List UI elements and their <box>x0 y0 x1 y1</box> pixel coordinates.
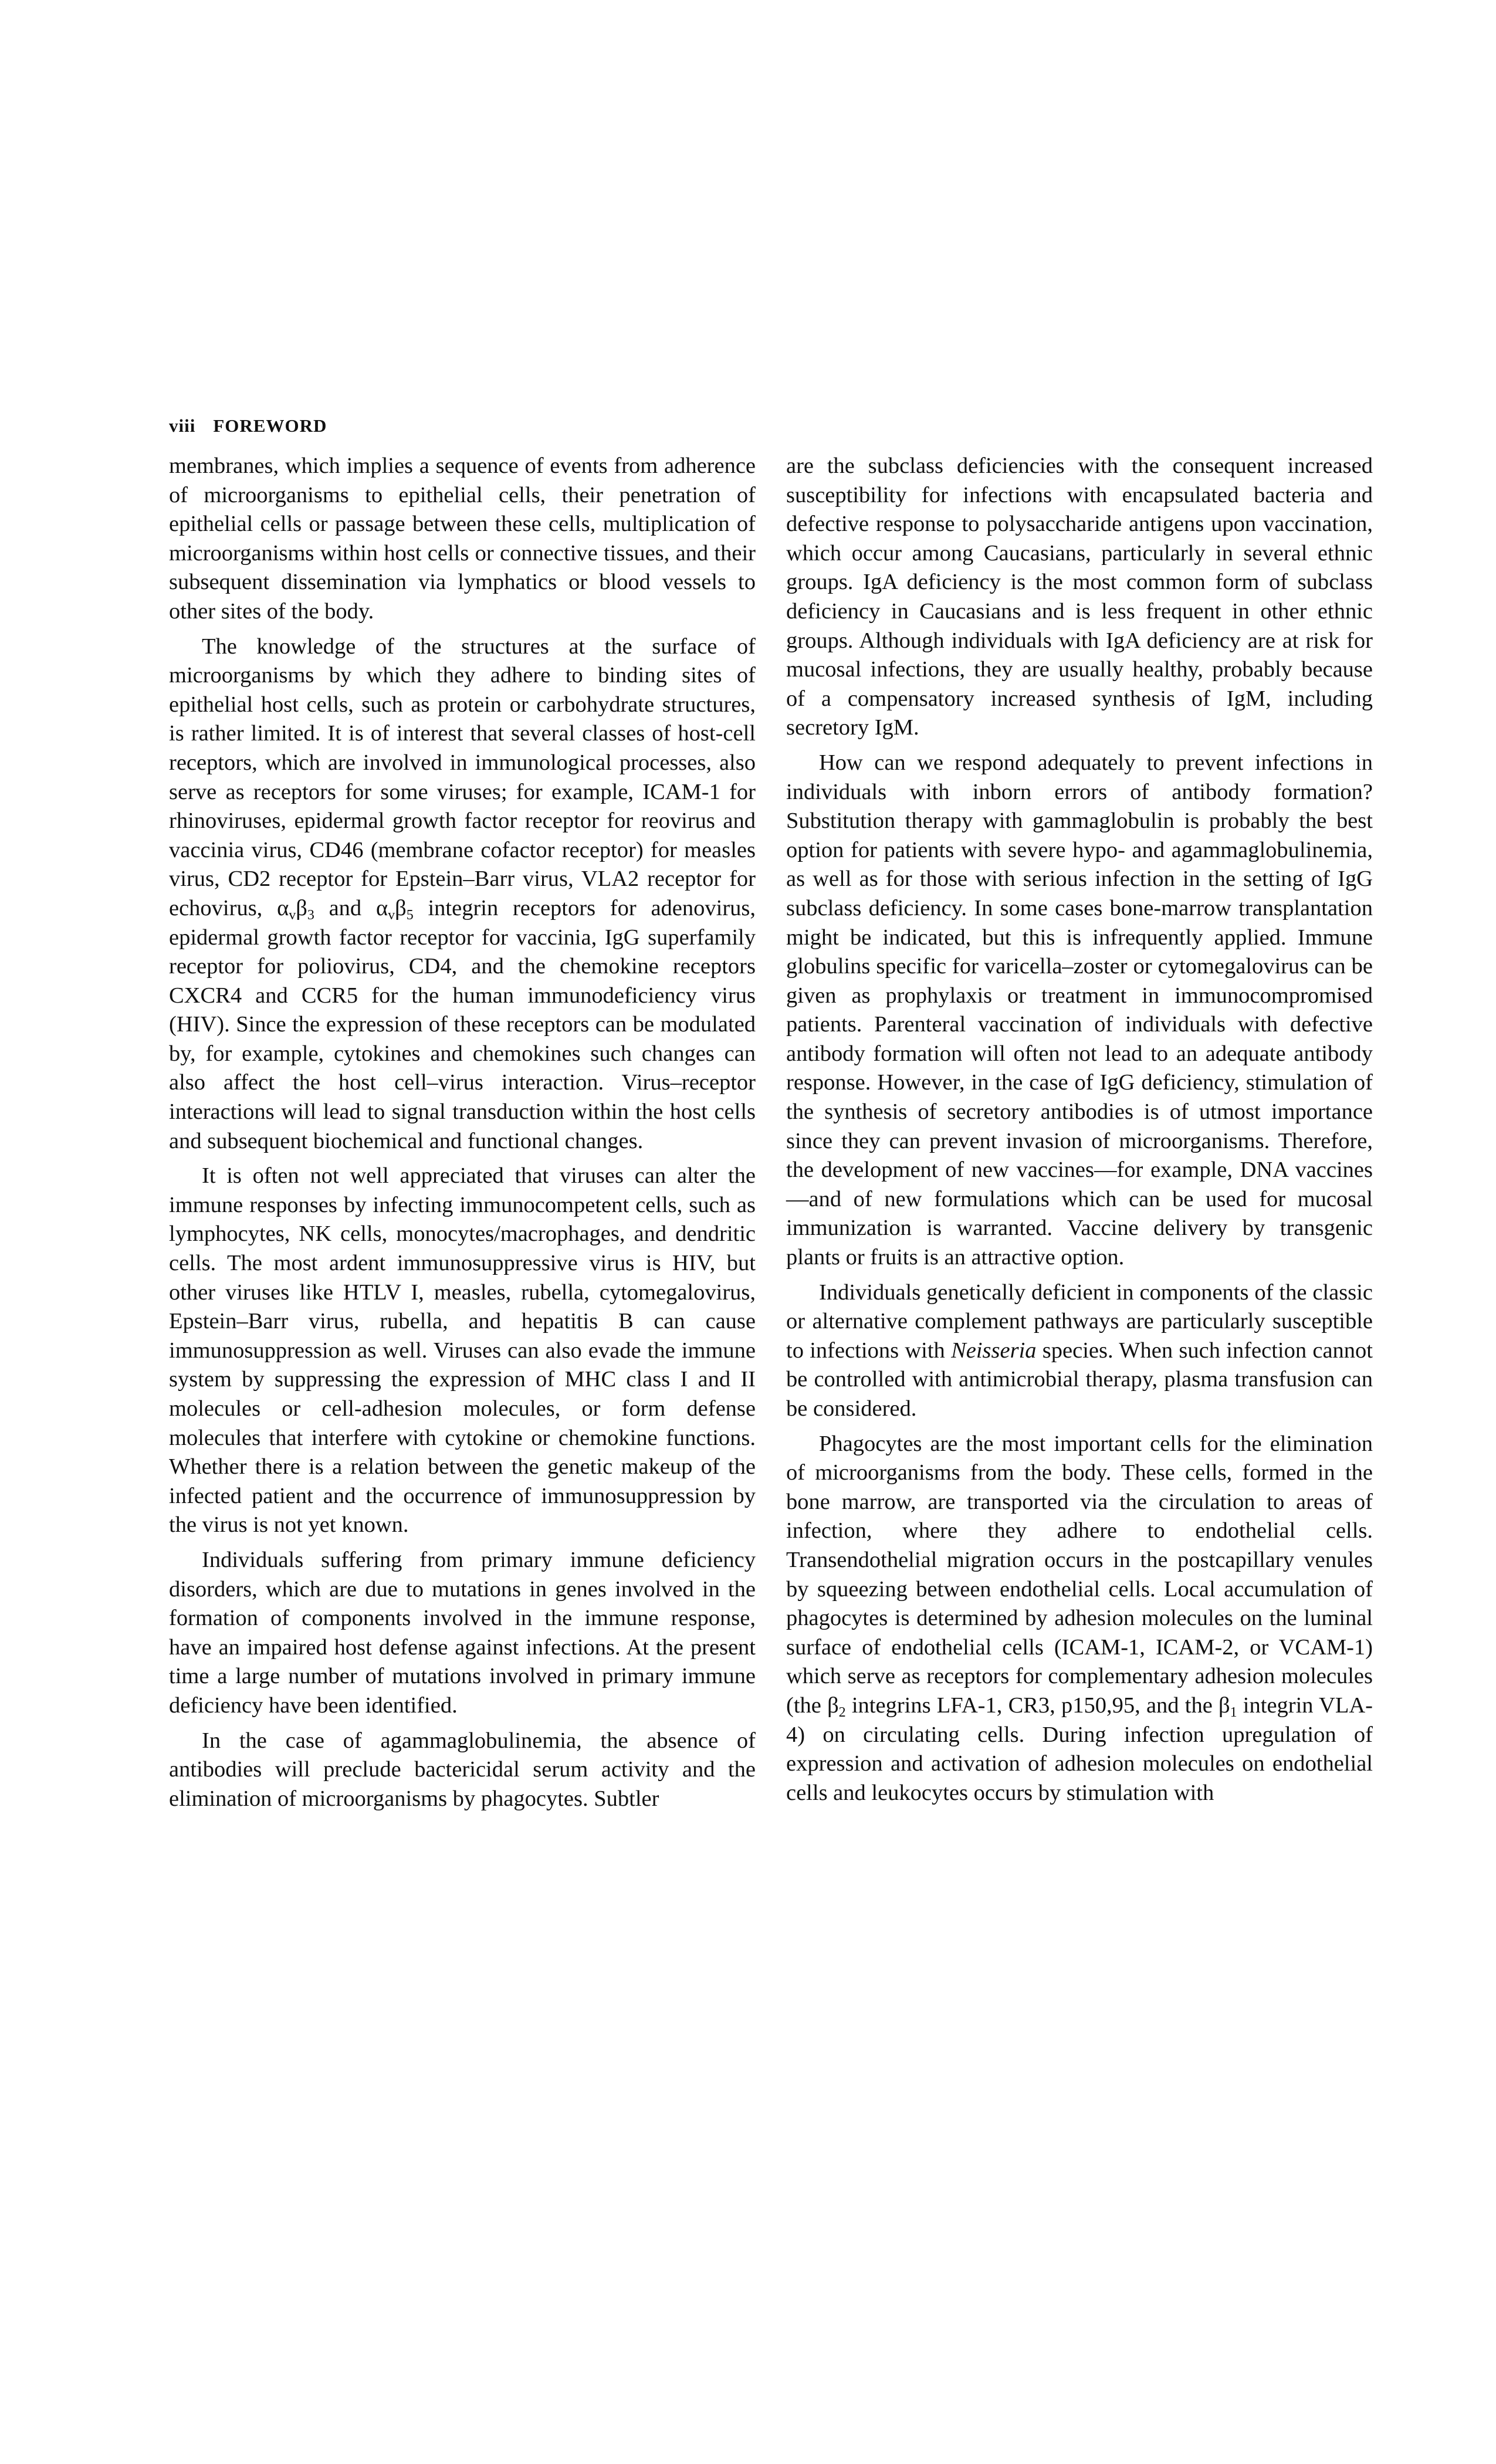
text-run: and <box>314 895 376 920</box>
running-header <box>169 415 327 436</box>
subscript: 3 <box>307 907 314 923</box>
text-run: integrins LFA-1, CR3, p150,95, and the <box>845 1693 1219 1718</box>
greek-alpha: α <box>375 895 388 920</box>
subscript: v <box>289 907 296 923</box>
paragraph: How can we respond adequately to prevent infections in individuals with inborn errors of antibody formation? Substitution therapy with gammaglobulin is probably the best option for patients with severe hypo- and agammaglobulinemia, as well as for those with serious infection in the setting of IgG subclass deficiency. In some cases bone-marrow transplantation might be indicated, but this is infrequently applied. Immune globulins specific for varicella–zoster or cytomegalovirus can be given as prophylaxis or treatment in immunocompromised patients. Parenteral vaccination of individuals with defective antibody formation will often not lead to an adequate antibody response. However, in the case of IgG deficiency, stimulation of the synthesis of secretory antibodies is of utmost importance since they can prevent invasion of microorganisms. Therefore, the development of new vaccines—for example, DNA vaccines—and of new formulations which can be used for mucosal immunization is warranted. Vaccine delivery by transgenic plants or fruits is an attractive option. <box>786 750 1373 1270</box>
text-run: integrin receptors for adenovirus, epidermal growth factor receptor for vaccinia, IgG superfamily receptor for poliovirus, CD4, and the chemokine receptors CXCR4 and CCR5 for the human immunodeficiency virus (HIV). Since the expression of these receptors can be modulated by, for example, cytokines and chemokines such changes can also affect the host cell–virus interaction. Virus–receptor interactions will lead to signal transduction within the host cells and subsequent biochemical and functional changes. <box>169 895 756 1153</box>
subscript: 2 <box>838 1704 846 1720</box>
paragraph: membranes, which implies a sequence of events from adherence of microorganisms to epithelial cells, their penetration of epithelial cells or passage between these cells, multiplication of microorganisms within host cells or connective tissues, and their subsequent dissemination via lymphatics or blood vessels to other sites of the body. <box>169 453 756 624</box>
paragraph <box>786 1430 1373 1808</box>
right-column <box>786 452 1373 1808</box>
subscript: 1 <box>1230 1704 1237 1720</box>
greek-beta: β <box>827 1693 839 1718</box>
greek-alpha: α <box>277 895 289 920</box>
text-run: Phagocytes are the most important cells for the elimination of microorganisms from the body. These cells, formed in the bone marrow, are transported via the circulation to areas of infection, where they adhere to endothelial cells. Transendothelial migration occurs in the postcapillary venules by squeezing between endothelial cells. Local accumulation of phagocytes is determined by adhesion molecules on the luminal surface of endothelial cells (ICAM-1, ICAM-2, or VCAM-1) which serve as receptors for complementary adhesion molecules (the <box>786 1431 1373 1718</box>
page-number: viii <box>169 415 196 436</box>
text-run: species. When such infection cannot be controlled with antimicrobial therapy, plasma transfusion can be considered. <box>786 1338 1373 1421</box>
paragraph: It is often not well appreciated that viruses can alter the immune responses by infecting immunocompetent cells, such as lymphocytes, NK cells, monocytes/macrophages, and dendritic cells. The most ardent immunosuppressive virus is HIV, but other viruses like HTLV I, measles, rubella, cytomegalovirus, Epstein–Barr virus, rubella, and hepatitis B can cause immunosuppression as well. Viruses can also evade the immune system by suppressing the expression of MHC class I and II molecules or cell-adhesion molecules, or form defense molecules that interfere with cytokine or chemokine functions. Whether there is a relation between the genetic makeup of the infected patient and the occurrence of immunosuppression by the virus is not yet known. <box>169 1163 756 1538</box>
text-run: Individuals genetically deficient in components of the classic or alternative complement pathways are particularly susceptible to infections with <box>786 1280 1373 1363</box>
paragraph: Individuals suffering from primary immune deficiency disorders, which are due to mutations in genes involved in the formation of components involved in the immune response, have an impaired host defense against infections. At the present time a large number of mutations involved in primary immune deficiency have been identified. <box>169 1547 756 1718</box>
greek-beta: β <box>1219 1693 1230 1718</box>
paragraph: In the case of agammaglobulinemia, the absence of antibodies will preclude bactericidal serum activity and the elimination of microorganisms by phagocytes. Subtler <box>169 1728 756 1811</box>
section-title: FOREWORD <box>213 415 327 436</box>
subscript: 5 <box>406 907 414 923</box>
text-run: The knowledge of the structures at the surface of microorganisms by which they adhere to binding sites of epithelial host cells, such as protein or carbohydrate structures, is rather limited. It is of interest that several classes of host-cell receptors, which are involved in immunological processes, also serve as receptors for some viruses; for example, ICAM-1 for rhinoviruses, epidermal growth factor receptor for reovirus and vaccinia virus, CD46 (membrane cofactor receptor) for measles virus, CD2 receptor for Epstein–Barr virus, VLA2 receptor for echovirus, <box>169 634 756 920</box>
paragraph: are the subclass deficiencies with the consequent increased susceptibility for infections with encapsulated bacteria and defective response to polysaccharide antigens upon vaccination, which occur among Caucasians, particularly in several ethnic groups. IgA deficiency is the most common form of subclass deficiency in Caucasians and is less frequent in other ethnic groups. Although individuals with IgA deficiency are at risk for mucosal infections, they are usually healthy, probably because of a compensatory increased synthesis of IgM, including secretory IgM. <box>786 453 1373 740</box>
paragraph <box>169 632 756 1156</box>
greek-beta: β <box>296 895 307 920</box>
subscript: v <box>388 907 395 923</box>
left-column <box>169 452 756 1813</box>
greek-beta: β <box>395 895 407 920</box>
italic-term: Neisseria <box>951 1338 1037 1363</box>
text-run: integrin VLA-4) on circulating cells. During infection upregulation of expression and activation of adhesion molecules on endothelial cells and leukocytes occurs by stimulation with <box>786 1693 1373 1805</box>
paragraph <box>786 1278 1373 1424</box>
